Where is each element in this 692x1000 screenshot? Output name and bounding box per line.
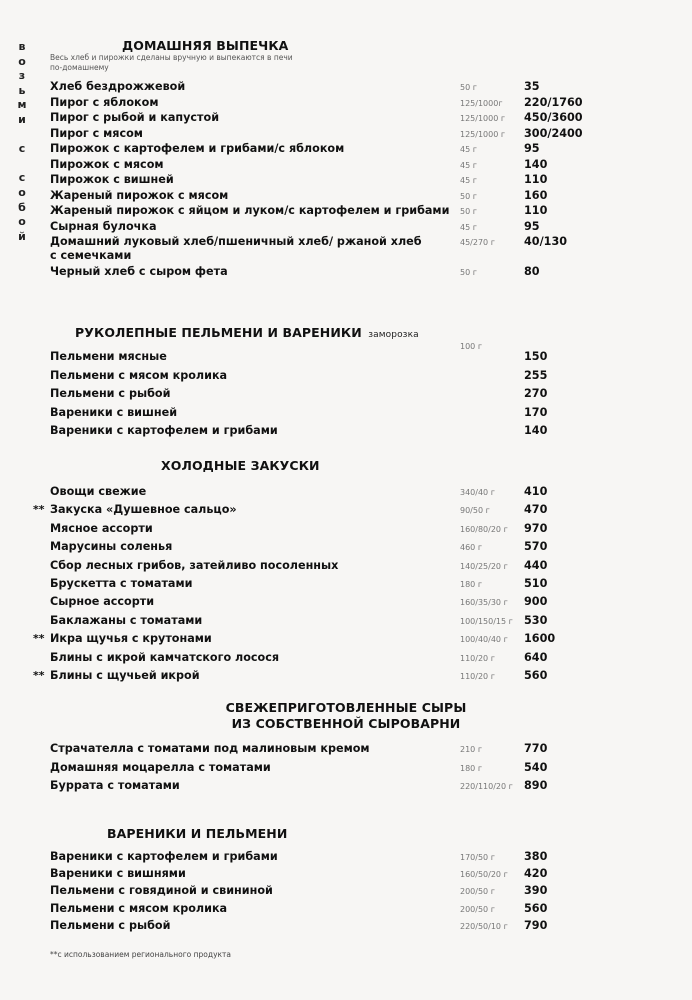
menu-item-weight: 125/1000г	[460, 98, 503, 108]
menu-item-price: 410	[524, 485, 548, 498]
menu-item-weight: 220/110/20 г	[460, 782, 513, 791]
menu-item-price: 95	[524, 219, 540, 233]
menu-item-name: Закуска «Душевное сальцо»	[50, 503, 237, 517]
menu-item-price: 450/3600	[524, 111, 583, 124]
menu-item-name: Пельмени с говядиной и свининой	[50, 884, 273, 898]
side-label-letter: б	[18, 200, 26, 214]
cheese-title-line-2: ИЗ СОБСТВЕННОЙ СЫРОВАРНИ	[231, 716, 461, 731]
menu-item-name: Пирог с яблоком	[50, 95, 159, 109]
menu-item	[0, 189, 692, 205]
menu-item	[0, 406, 692, 422]
menu-item-name: Сырное ассорти	[50, 595, 155, 609]
menu-item-name: Домашний луковый хлеб/пшеничный хлеб/ ржаной хлеб	[50, 235, 422, 248]
menu-item-name: Пельмени с рыбой	[50, 387, 171, 401]
menu-item-name: Черный хлеб с сыром фета	[50, 264, 228, 278]
menu-item-weight: 90/50 г	[460, 506, 490, 516]
menu-item-name-continued: с семечками	[50, 249, 132, 262]
menu-item	[0, 127, 692, 143]
menu-item	[0, 387, 692, 403]
menu-item-price: 380	[524, 850, 548, 863]
side-label-letter: м	[17, 98, 27, 112]
menu-item-price: 95	[524, 142, 540, 155]
menu-item	[0, 485, 692, 501]
menu-item-price: 40/130	[524, 235, 568, 248]
menu-item-name: Жареный пирожок с мясом	[50, 188, 229, 202]
side-label-letter: з	[18, 69, 26, 83]
menu-item	[0, 173, 692, 189]
menu-item	[0, 80, 692, 96]
menu-item	[0, 235, 692, 262]
side-label-letter: в	[18, 40, 26, 53]
menu-item-price: 510	[524, 577, 548, 590]
menu-item-weight: 125/1000 г	[460, 114, 506, 123]
menu-item-name: Вареники с вишнями	[50, 867, 186, 881]
footnote: **с использованием регионального продукта	[50, 950, 232, 959]
menu-item-price: 140	[524, 157, 548, 171]
cheese-title-line-1: СВЕЖЕПРИГОТОВЛЕННЫЕ СЫРЫ	[225, 700, 467, 715]
menu-item-price: 890	[524, 779, 548, 792]
menu-item-weight: 210 г	[460, 745, 483, 754]
side-label-letter: ь	[18, 83, 26, 97]
menu-item-price: 150	[524, 350, 548, 363]
menu-item-weight: 460 г	[460, 543, 483, 553]
menu-item-weight: 45/270 г	[460, 238, 495, 247]
menu-item-price: 440	[524, 558, 548, 572]
menu-item-weight: 180 г	[460, 580, 483, 589]
menu-item	[0, 577, 692, 593]
menu-item-weight: 220/50/10 г	[460, 921, 508, 931]
menu-item-weight: 50 г	[460, 207, 477, 216]
menu-item-name: Пельмени мясные	[50, 350, 167, 363]
side-label-letter: с	[18, 171, 26, 185]
menu-item-price: 770	[524, 742, 548, 755]
menu-item-price: 470	[524, 503, 548, 517]
menu-item-name: Вареники с картофелем и грибами	[50, 850, 278, 863]
menu-item-weight: 160/80/20 г	[460, 524, 508, 534]
menu-item-price: 220/1760	[524, 95, 583, 109]
menu-item-weight: 45 г	[460, 160, 477, 170]
menu-item-name: Домашняя моцарелла с томатами	[50, 760, 271, 774]
menu-item-price: 80	[524, 264, 540, 278]
menu-item	[0, 614, 692, 630]
handmade-title-text: РУКОЛЕПНЫЕ ПЕЛЬМЕНИ И ВАРЕНИКИ	[75, 325, 362, 340]
menu-item-weight: 50 г	[460, 191, 477, 201]
side-label-letter: о	[18, 185, 26, 199]
menu-item	[0, 669, 692, 685]
handmade-note: заморозка	[368, 330, 419, 340]
menu-item-price: 970	[524, 521, 548, 535]
menu-item	[0, 369, 692, 385]
menu-item-name: Блины с щучьей икрой	[50, 669, 200, 682]
menu-item-weight: 160/50/20 г	[460, 870, 508, 880]
menu-item	[0, 632, 692, 648]
menu-item-stars: **	[33, 503, 45, 517]
menu-item-price: 790	[524, 918, 548, 932]
menu-item-weight: 200/50 г	[460, 887, 495, 897]
menu-item-name: Икра щучья с крутонами	[50, 632, 212, 646]
menu-item-price: 270	[524, 387, 548, 401]
menu-item-weight: 125/1000 г	[460, 129, 506, 139]
menu-item-name: Баклажаны с томатами	[50, 613, 203, 627]
menu-item-price: 640	[524, 650, 548, 664]
menu-item	[0, 902, 692, 918]
menu-item-price: 540	[524, 760, 548, 774]
menu-item-weight: 50 г	[460, 83, 477, 92]
menu-item-price: 300/2400	[524, 126, 583, 140]
menu-item-price: 420	[524, 867, 548, 881]
menu-item	[0, 867, 692, 883]
menu-item-name: Пельмени с рыбой	[50, 918, 171, 932]
menu-item-stars: **	[33, 632, 45, 646]
side-label-letter: и	[18, 112, 26, 126]
menu-item-name: Сырная булочка	[50, 219, 157, 233]
bakery-title: ДОМАШНЯЯ ВЫПЕЧКА	[122, 38, 289, 53]
menu-item-price: 110	[524, 173, 548, 186]
menu-item-name: Блины с икрой камчатского лосося	[50, 650, 280, 664]
menu-item-price: 170	[524, 405, 548, 419]
cold-title: ХОЛОДНЫЕ ЗАКУСКИ	[161, 458, 320, 473]
menu-item-price: 160	[524, 188, 548, 202]
menu-item	[0, 503, 692, 519]
menu-item-price: 390	[524, 884, 548, 898]
side-label-letter: с	[18, 142, 26, 156]
menu-item-price: 560	[524, 901, 548, 915]
menu-item-name: Хлеб бездрожжевой	[50, 80, 186, 93]
bakery-subtitle	[50, 53, 293, 73]
menu-item-weight: 110/20 г	[460, 653, 495, 663]
dumplings-title: ВАРЕНИКИ И ПЕЛЬМЕНИ	[107, 826, 288, 841]
menu-item	[0, 651, 692, 667]
menu-item	[0, 142, 692, 158]
menu-item	[0, 350, 692, 366]
menu-item-name: Жареный пирожок с яйцом и луком/с картофелем и грибами	[50, 204, 450, 217]
menu-item	[0, 522, 692, 538]
menu-item-name: Пирожок с мясом	[50, 157, 164, 171]
menu-item-price: 560	[524, 669, 548, 682]
menu-item-weight: 170/50 г	[460, 853, 495, 862]
menu-item-weight: 160/35/30 г	[460, 598, 508, 608]
menu-item-weight: 340/40 г	[460, 488, 495, 497]
menu-item	[0, 884, 692, 900]
menu-item-name: Пирог с рыбой и капустой	[50, 111, 220, 124]
menu-item-name: Мясное ассорти	[50, 521, 153, 535]
menu-item	[0, 265, 692, 281]
menu-item-weight: 45 г	[460, 176, 477, 185]
menu-item	[0, 204, 692, 220]
menu-item-weight: 140/25/20 г	[460, 561, 508, 571]
side-label-letter: о	[18, 54, 26, 68]
menu-item-price: 255	[524, 368, 548, 382]
menu-item	[0, 742, 692, 758]
menu-item-weight: 200/50 г	[460, 904, 495, 914]
menu-item	[0, 158, 692, 174]
menu-item-price: 570	[524, 540, 548, 554]
menu-item-name: Сбор лесных грибов, затейливо посоленных	[50, 558, 339, 572]
bakery-subtitle-line-2: по-домашнему	[50, 63, 109, 72]
side-label-letter: о	[18, 215, 26, 229]
side-label-letter: й	[18, 229, 26, 243]
handmade-unit: 100 г	[460, 342, 483, 351]
menu-item	[0, 919, 692, 935]
menu-item-price: 900	[524, 595, 548, 609]
menu-item	[0, 850, 692, 866]
handmade-title	[75, 325, 419, 340]
menu-item	[0, 540, 692, 556]
menu-item-name: Пельмени с мясом кролика	[50, 901, 228, 915]
menu-item	[0, 779, 692, 795]
menu-item-price: 140	[524, 424, 548, 438]
menu-item-weight: 45 г	[460, 222, 477, 232]
menu-item-name: Пирожок с вишней	[50, 173, 174, 186]
menu-item-weight: 45 г	[460, 145, 477, 154]
menu-item	[0, 595, 692, 611]
menu-item-name: Пирог с мясом	[50, 126, 143, 140]
menu-item-weight: 100/40/40 г	[460, 635, 508, 645]
menu-item-name: Страчателла с томатами под малиновым кремом	[50, 742, 370, 755]
menu-item-name: Марусины соленья	[50, 540, 173, 554]
menu-item	[0, 220, 692, 236]
menu-item-name: Буррата с томатами	[50, 779, 180, 792]
menu-item-name: Овощи свежие	[50, 485, 147, 498]
menu-item-weight: 100/150/15 г	[460, 616, 513, 626]
menu-item-name: Пирожок с картофелем и грибами/с яблоком	[50, 142, 345, 155]
menu-item	[0, 424, 692, 440]
menu-item-stars: **	[33, 669, 45, 682]
menu-item	[0, 761, 692, 777]
menu-item-price: 35	[524, 80, 540, 93]
menu-item-price: 1600	[524, 632, 556, 646]
menu-item	[0, 96, 692, 112]
menu-item-name: Вареники с картофелем и грибами	[50, 424, 278, 438]
menu-item-weight: 110/20 г	[460, 672, 495, 681]
bakery-subtitle-line-1: Весь хлеб и пирожки сделаны вручную и выпекаются в печи	[50, 53, 293, 62]
menu-item-name: Вареники с вишней	[50, 405, 178, 419]
menu-item-weight: 180 г	[460, 763, 483, 773]
menu-item-name: Пельмени с мясом кролика	[50, 368, 228, 382]
menu-item-price: 110	[524, 204, 548, 217]
menu-item	[0, 559, 692, 575]
menu-item	[0, 111, 692, 127]
menu-item-weight: 50 г	[460, 267, 477, 277]
menu-item-name: Брускетта с томатами	[50, 577, 193, 590]
menu-item-price: 530	[524, 613, 548, 627]
